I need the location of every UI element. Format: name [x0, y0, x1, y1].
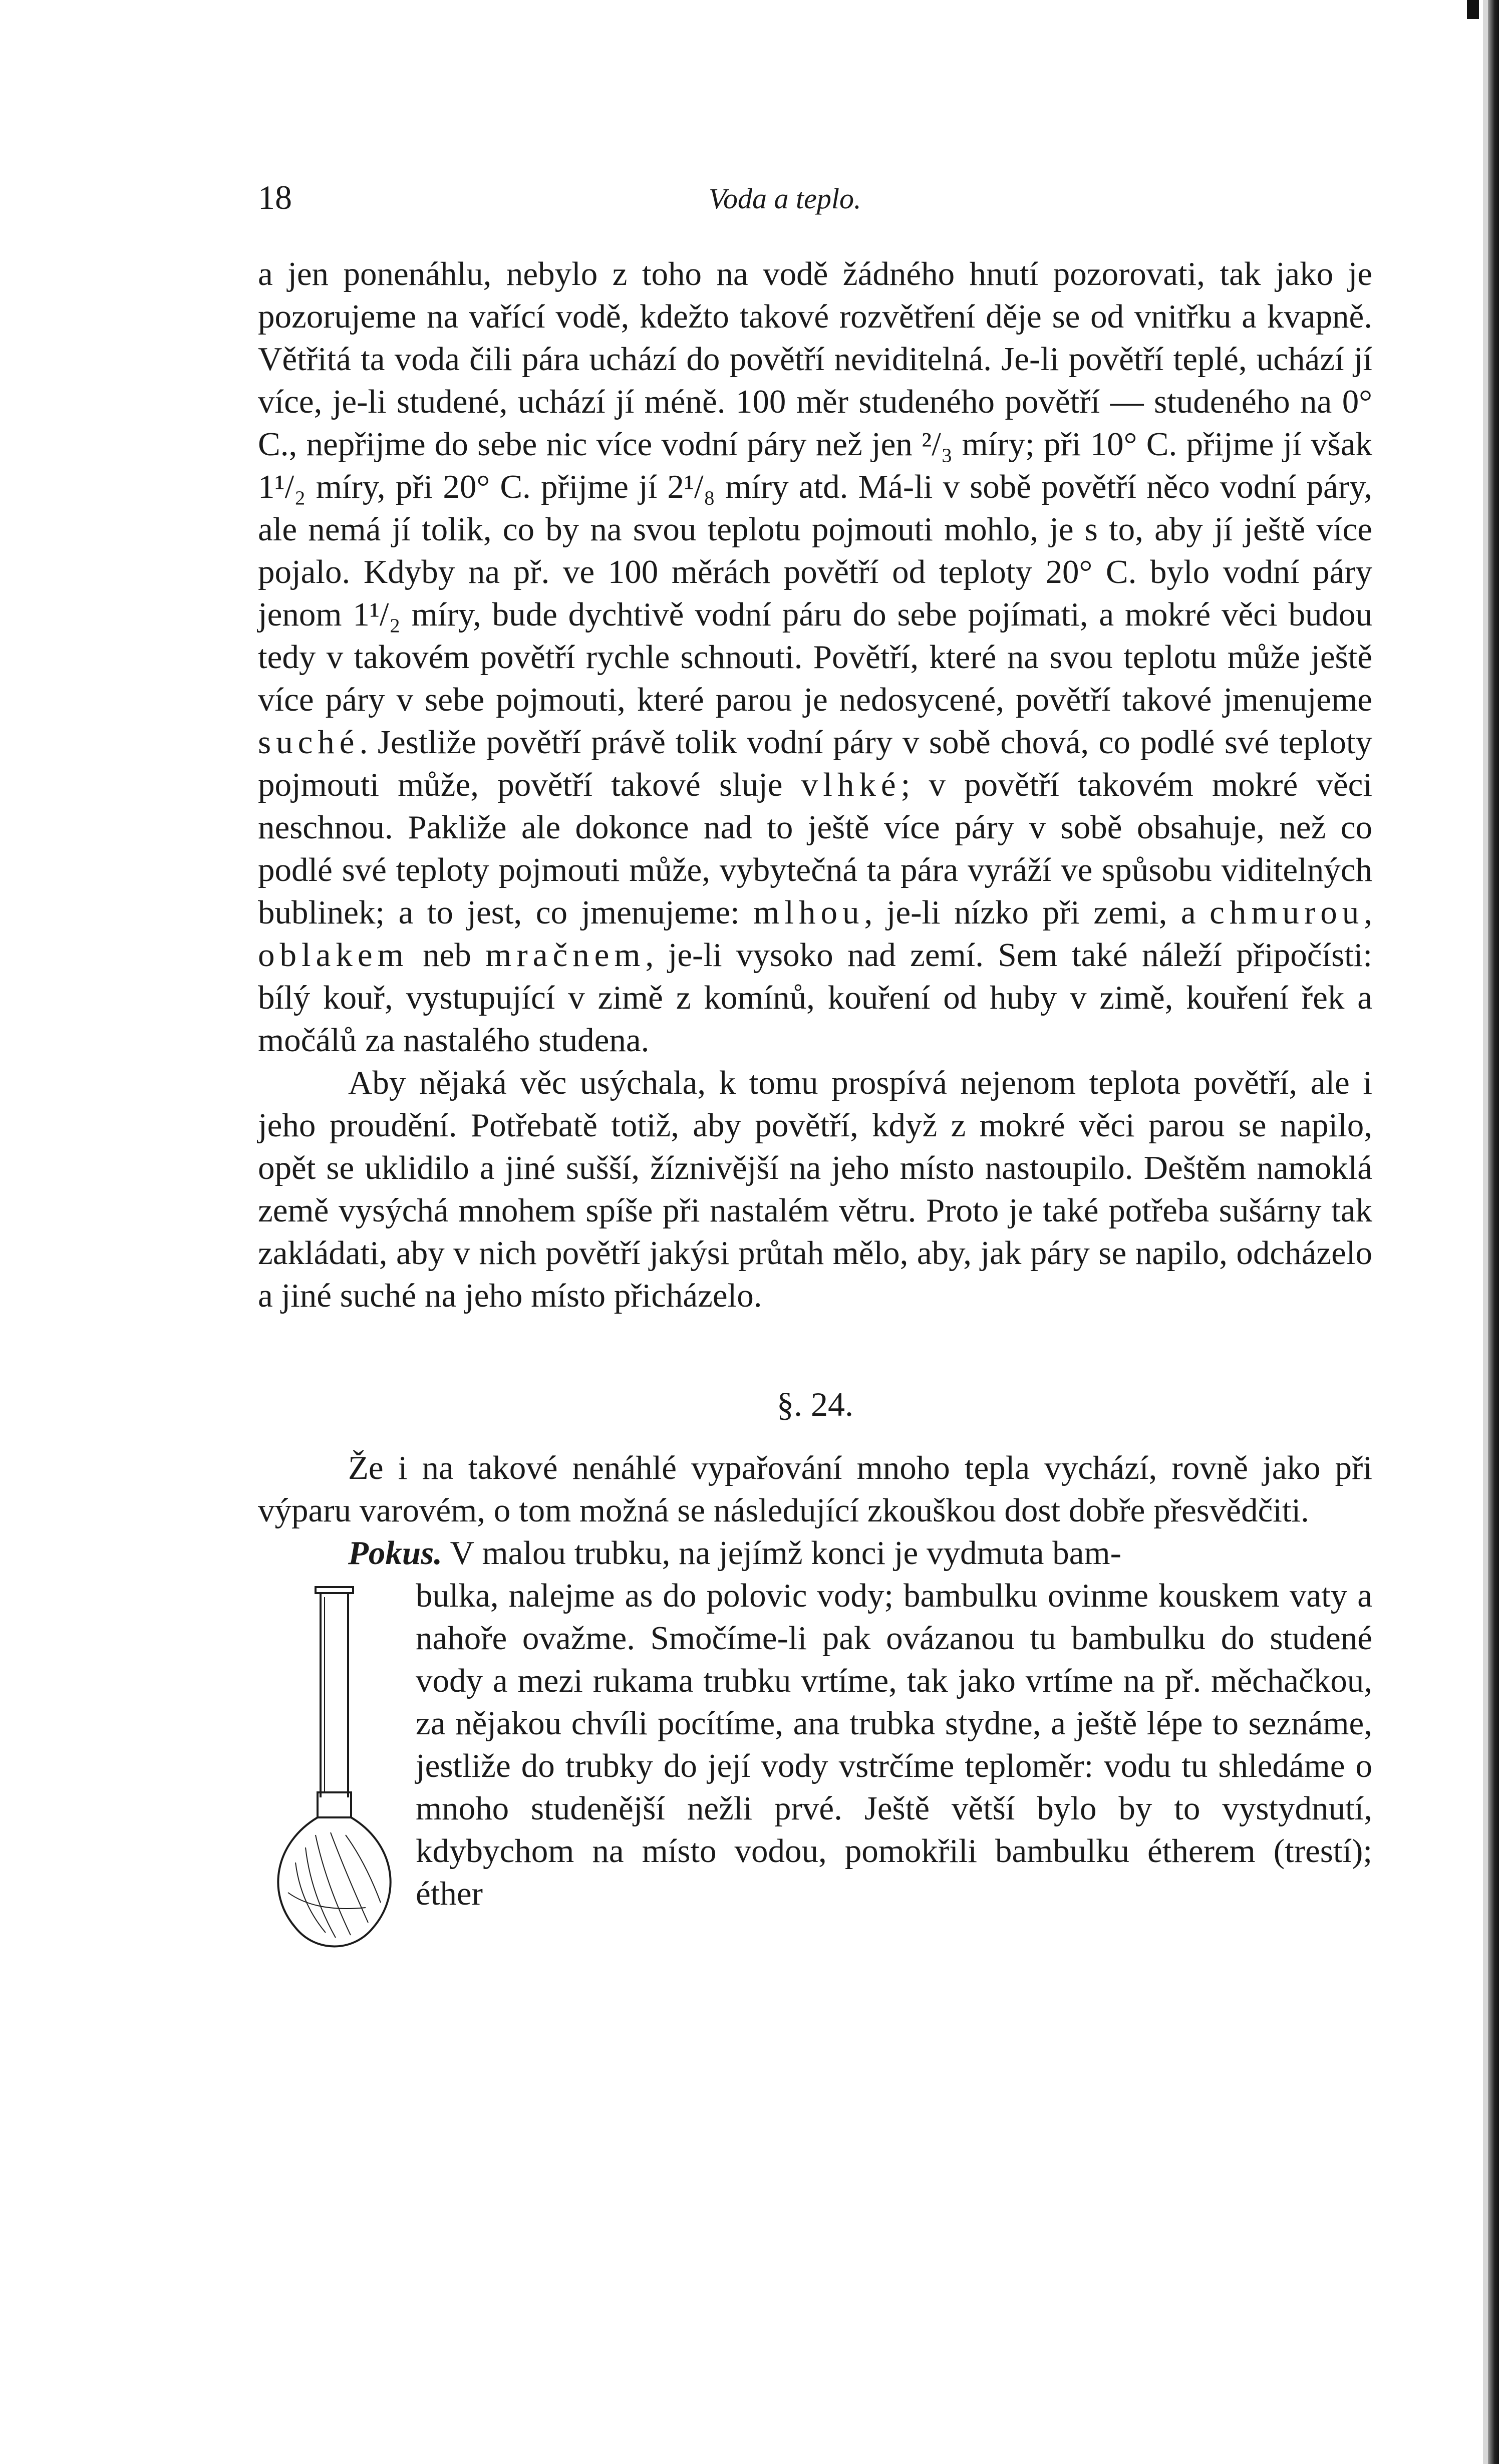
- term-vlhke: vlhké: [801, 766, 901, 803]
- pokus-first-line: [258, 1532, 1372, 1575]
- paragraph-2: Aby nějaká věc usýchala, k tomu prospívá nejenom teplota povětří, ale i jeho proudění. Potřebatě totiž, aby povětří, když z mokré věci parou se napilo, opět se uklidilo a jiné sušší, žíznivější na jeho místo nastoupilo. Deštěm namoklá země vysýchá mnohem spíše při nastalém větru. Proto je také potřeba sušárny tak zakládati, aby v nich povětří jakýsi průtah mělo, aby, jak páry se napilo, odcházelo a jiné suché na jeho místo přicházelo.: [258, 1064, 1372, 1314]
- pokus-rest-text: bulka, nalejme as do polovic vody; bambulku ovinme kouskem vaty a nahoře ovažme. Smočíme-li pak ovázanou tu bambulku do studené vody a mezi rukama trubku vrtíme, tak jako vrtíme na př. měchačkou, za nějakou chvíli pocítíme, ana trubka stydne, a ještě lépe to seznáme, jestliže do trubky do její vody vstrčíme teploměr: vodu tu shledáme o mnoho studenější nežli prvé. Ještě větší bylo by to vystydnutí, kdybychom na místo vodou, pomokřili bambulku étherem (trestí); éther: [416, 1577, 1372, 1912]
- pokus-label: Pokus.: [348, 1534, 443, 1572]
- paragraph-1-text: a jen ponenáhlu, nebylo z toho na vodě žádného hnutí pozorovati, tak jako je pozorujeme na vařící vodě, kdežto takové rozvětření děje se od vnitřku a kvapně. Větřitá ta voda čili pára uchází do povětří neviditelná. Je-li povětří teplé, uchází jí více, je-li studené, uchází jí méně. 100 měr studeného povětří — studeného na 0° C., nepřijme do sebe nic více vodní páry než jen ²/₃ míry; při 10° C. přijme jí však 1¹/₂ míry, při 20° C. přijme jí 2¹/₈ míry atd. Má-li v sobě povětří něco vodní páry, ale nemá jí tolik, co by na svou teplotu pojmouti mohlo, je s to, aby jí ještě více pojalo. Kdyby na př. ve 100 měrách povětří od teploty 20° C. bylo vodní páry jenom 1¹/₂ míry, bude dychtivě vodní páru do sebe pojímati, a mokré věci budou tedy v takovém povětří rychle schnouti. Povětří, které na svou teplotu může ještě více páry v sebe pojmouti, které parou je nedosycené, povětří takové jmenujeme: [258, 255, 1372, 718]
- term-suche: suché: [258, 724, 360, 761]
- term-chmurou: chmurou: [1210, 894, 1364, 931]
- paragraph-1d-text: , je-li nízko při zemi, a: [864, 894, 1196, 931]
- paragraph-1b-text: . Jestliže povětří právě tolik vodní páry v sobě chová, co podlé své teploty pojmouti může, povětří takové sluje: [258, 724, 1372, 803]
- body-text: [258, 253, 1372, 1317]
- book-page: [258, 178, 1372, 1973]
- section-intro-block: [258, 1447, 1372, 1532]
- scan-corner-mark: [1467, 0, 1479, 19]
- term-mlhou: mlhou: [753, 894, 864, 931]
- scan-edge-shadow: [1483, 0, 1488, 2464]
- paragraph-1: [258, 253, 1372, 1062]
- running-head: [258, 178, 1372, 223]
- scan-edge: [1488, 0, 1499, 2464]
- term-mracnem: mračnem: [485, 937, 646, 974]
- term-oblakem: oblakem: [258, 937, 409, 974]
- pokus-first-line-text: V malou trubku, na jejímž konci je vydmuta bam-: [450, 1534, 1121, 1572]
- paragraph-1c-text: ; v povětří takovém mokré věci neschnou. Pakliže ale dokonce nad to ještě více páry v sobě obsahuje, než co podlé své teploty pojmouti může, vybytečná ta pára vyráží ve spůsobu viditelných bublinek; a to jest, co jmenujeme:: [258, 766, 1373, 931]
- experiment-block: [258, 1532, 1372, 1973]
- running-title: Voda a teplo.: [709, 182, 861, 215]
- paragraph-1e-text: , je-li vysoko nad zemí. Sem také náleží připočísti: bílý kouř, vystupující v zimě z komínů, kouření od huby v zimě, kouření řek a močálů za nastalého studena.: [258, 937, 1373, 1059]
- section-heading: §. 24.: [777, 1385, 853, 1423]
- section-intro: Že i na takové nenáhlé vypařování mnoho tepla vychází, rovně jako při výparu varovém, o tom možná se následující zkouškou dost dobře přesvědčiti.: [258, 1449, 1372, 1529]
- separator-1: ,: [1364, 894, 1372, 931]
- flask-illustration-icon: [265, 1582, 401, 1963]
- page-number: 18: [258, 178, 292, 216]
- separator-2: neb: [423, 937, 471, 974]
